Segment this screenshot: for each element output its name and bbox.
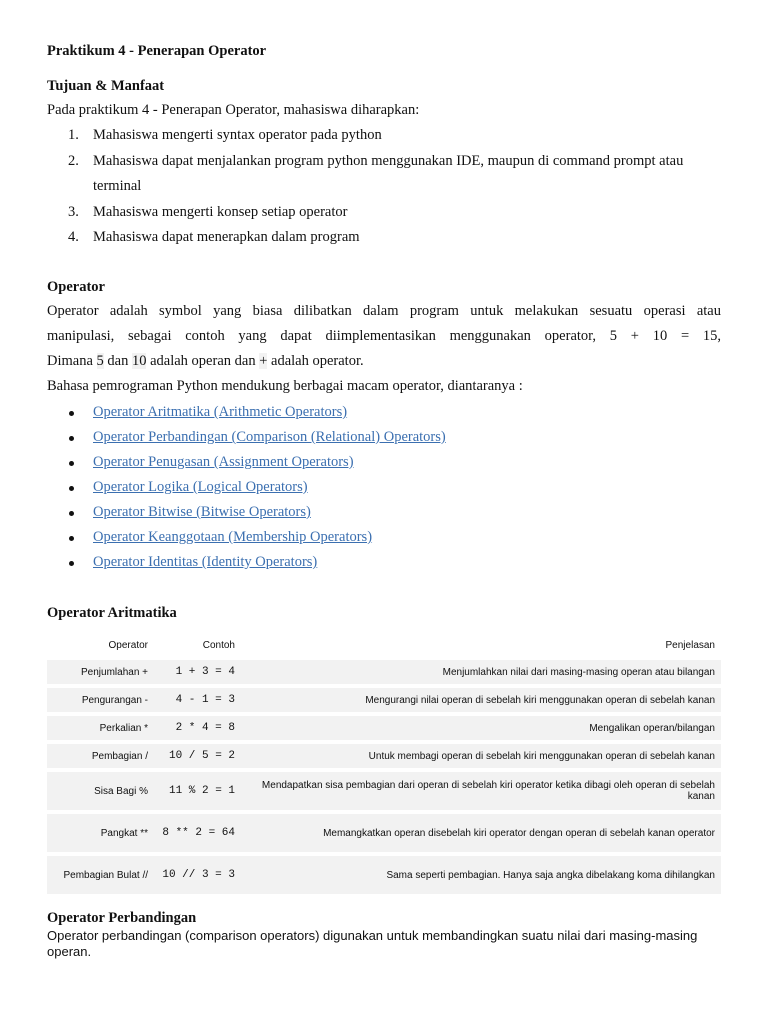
list-item [66,550,446,575]
example-cell: 11 % 2 = 1 [154,772,241,810]
operator-cell: Pembagian / [47,744,154,768]
operator-cell: Perkalian * [47,716,154,740]
link-logical[interactable]: Operator Logika (Logical Operators) [93,479,308,495]
perbandingan-heading: Operator Perbandingan [47,910,197,926]
column-header: Operator [108,639,148,651]
operator-cell: Penjumlahan + [47,660,154,684]
list-item [66,475,446,500]
list-item [66,525,446,550]
description-cell: Menjumlahkan nilai dari masing-masing operan atau bilangan [241,660,721,684]
objectives-list [68,123,683,251]
list-item: 1. Mahasiswa mengerti syntax operator pada python [68,127,382,143]
list-item [66,400,446,425]
example-cell: 2 * 4 = 8 [154,716,241,740]
page-title: Praktikum 4 - Penerapan Operator [47,43,267,59]
bullet-icon [69,511,74,516]
description-cell: Mengalikan operan/bilangan [241,716,721,740]
description-cell: Memangkatkan operan disebelah kiri operator dengan operan di sebelah kanan operator [241,814,721,852]
table-row [47,744,721,768]
link-arithmetic[interactable]: Operator Aritmatika (Arithmetic Operators) [93,404,348,420]
perbandingan-paragraph: Operator perbandingan (comparison operators) digunakan untuk membandingkan suatu nilai dari masing-masing operan. [47,928,698,959]
aritmatika-heading: Operator Aritmatika [47,605,177,621]
example-cell: 1 + 3 = 4 [154,660,241,684]
table-row [47,856,721,894]
arithmetic-table [47,630,721,898]
bullet-icon [69,536,74,541]
link-bitwise[interactable]: Operator Bitwise (Bitwise Operators) [93,504,311,520]
example-cell: 8 ** 2 = 64 [154,814,241,852]
operator-cell: Pengurangan - [47,688,154,712]
tujuan-heading: Tujuan & Manfaat [47,78,165,94]
bullet-icon [69,436,74,441]
bullet-icon [69,486,74,491]
column-header: Contoh [202,639,235,651]
list-item [66,425,446,450]
operator-paragraph-line-3: Dimana 5 dan 10 adalah operan dan + adalah operator. [47,353,364,369]
description-cell: Mendapatkan sisa pembagian dari operan di sebelah kiri operator ketika dibagi oleh operan di sebelah kanan [241,772,721,810]
list-item: 2. Mahasiswa dapat menjalankan program python menggunakan IDE, maupun di command prompt atau [68,152,684,169]
operator-cell: Sisa Bagi % [47,772,154,810]
bullet-icon [69,461,74,466]
table-row [47,814,721,852]
list-item: terminal [93,178,142,194]
operator-cell: Pangkat ** [47,814,154,852]
example-cell: 10 / 5 = 2 [154,744,241,768]
operator-paragraph-line-1: Operator adalah symbol yang biasa dilibatkan dalam program untuk melakukan sesuatu operasi atau [47,303,721,319]
operator-heading: Operator [47,279,105,295]
example-cell: 4 - 1 = 3 [154,688,241,712]
example-cell: 10 // 3 = 3 [154,856,241,894]
table-row [47,660,721,684]
list-item: 4. Mahasiswa dapat menerapkan dalam program [68,229,360,245]
operator-paragraph-line-2: manipulasi, sebagai contoh yang dapat diimplementasikan menggunakan operator, 5 + 10 = 15, [47,328,721,344]
table-row [47,772,721,810]
operator-links-list [66,400,446,575]
table-row [47,716,721,740]
table-row [47,688,721,712]
list-item [66,450,446,475]
bullet-icon [69,561,74,566]
operator-types-intro: Bahasa pemrograman Python mendukung berbagai macam operator, diantaranya : [47,378,523,394]
operator-cell: Pembagian Bulat // [47,856,154,894]
tujuan-intro: Pada praktikum 4 - Penerapan Operator, mahasiswa diharapkan: [47,102,420,118]
description-cell: Sama seperti pembagian. Hanya saja angka dibelakang koma dihilangkan [241,856,721,894]
list-item: 3. Mahasiswa mengerti konsep setiap operator [68,203,348,220]
table-header-row [47,634,721,656]
bullet-icon [69,411,74,416]
description-cell: Mengurangi nilai operan di sebelah kiri menggunakan operan di sebelah kanan [241,688,721,712]
link-identity[interactable]: Operator Identitas (Identity Operators) [93,554,318,570]
description-cell: Untuk membagi operan di sebelah kiri menggunakan operan di sebelah kanan [241,744,721,768]
link-assignment[interactable]: Operator Penugasan (Assignment Operators) [93,454,354,470]
list-item [66,500,446,525]
link-comparison[interactable]: Operator Perbandingan (Comparison (Relational) Operators) [93,429,446,445]
link-membership[interactable]: Operator Keanggotaan (Membership Operators) [93,529,373,545]
column-header: Penjelasan [665,639,715,651]
